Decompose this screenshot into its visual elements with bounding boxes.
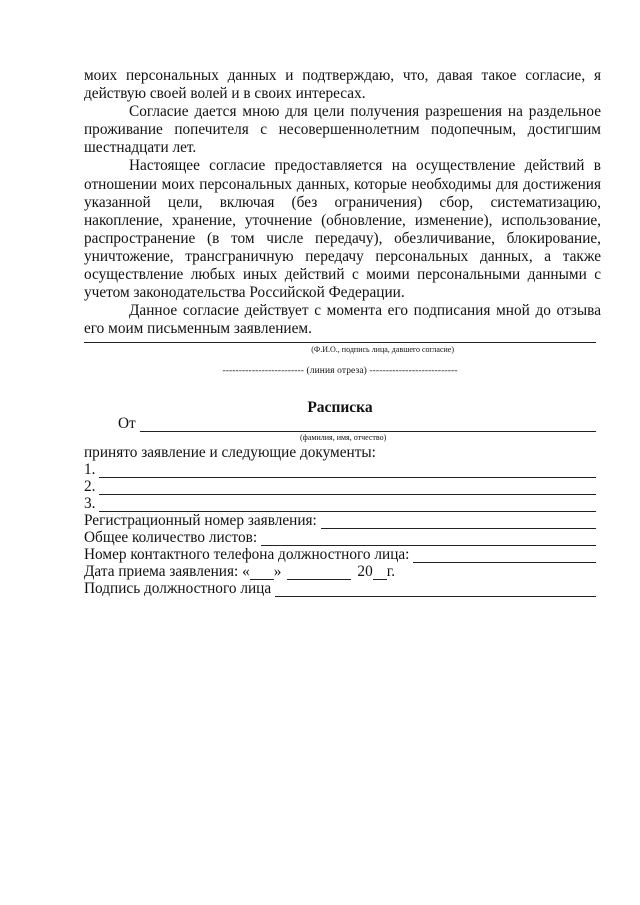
document-item-number: 1. [84, 461, 96, 478]
phone-label: Номер контактного телефона должностного лица: [84, 546, 410, 563]
from-field[interactable] [140, 418, 596, 432]
accepted-text: принято заявление и следующие документы: [84, 444, 376, 461]
reg-number-label: Регистрационный номер заявления: [84, 512, 317, 529]
cut-line: ------------------------- (линия отреза) --------------------------- [222, 366, 458, 376]
document-item-1 [84, 461, 596, 478]
from-caption: (фамилия, имя, отчество) [300, 433, 387, 442]
date-row [84, 563, 596, 580]
consent-paragraph-2: Согласие дается мною для цели получения разрешения на раздельное проживание попечителя с несовершеннолетним подопечным, достигшим шестнадцати лет. [84, 103, 601, 157]
consent-text [84, 67, 601, 338]
reg-number-row [84, 512, 596, 529]
document-item-field[interactable] [99, 481, 596, 495]
official-signature-field[interactable] [275, 583, 596, 597]
signature-line[interactable] [84, 342, 596, 343]
consent-paragraph-3: Настоящее согласие предоставляется на осуществление действий в отношении моих персональных данных, которые необходимы для достижения указанной цели, включая (без ограничения) сбор, систематизацию, накопление, хранение, уточнение (обновление, изменение), использование, распространение (в том числе передачу), обезличивание, блокирование, уничтожение, трансграничную передачу персональных данных, а также осуществление любых иных действий с моими персональными данными с учетом законодательства Российской Федерации. [84, 157, 601, 302]
accepted-text-row [84, 444, 596, 461]
official-signature-label: Подпись должностного лица [84, 580, 272, 597]
date-suffix: г. [386, 563, 396, 580]
document-item-3 [84, 495, 596, 512]
date-close-quote: » [273, 563, 282, 580]
document-item-field[interactable] [99, 464, 596, 478]
receipt-title: Расписка [307, 399, 373, 416]
from-row [118, 415, 596, 432]
document-item-number: 2. [84, 478, 96, 495]
from-label: От [118, 415, 136, 432]
consent-paragraph-4: Данное согласие действует с момента его подписания мной до отзыва его моим письменным заявлением. [84, 302, 601, 338]
date-day-field[interactable] [250, 566, 274, 580]
consent-paragraph-1: моих персональных данных и подтверждаю, что, давая такое согласие, я действую своей волей и в своих интересах. [84, 67, 601, 103]
date-year-prefix: 20 [357, 563, 373, 580]
date-label: Дата приема заявления: « [84, 563, 250, 580]
sheets-row [84, 529, 596, 546]
official-signature-row [84, 580, 596, 597]
document-item-2 [84, 478, 596, 495]
sheets-field[interactable] [261, 532, 596, 546]
date-year-field[interactable] [373, 566, 387, 580]
reg-number-field[interactable] [321, 515, 596, 529]
document-item-field[interactable] [99, 498, 596, 512]
phone-field[interactable] [413, 549, 596, 563]
document-item-number: 3. [84, 495, 96, 512]
sheets-label: Общее количество листов: [84, 529, 258, 546]
signature-caption: (Ф.И.О., подпись лица, давшего согласие) [311, 345, 454, 354]
phone-row [84, 546, 596, 563]
date-month-field[interactable] [287, 566, 351, 580]
